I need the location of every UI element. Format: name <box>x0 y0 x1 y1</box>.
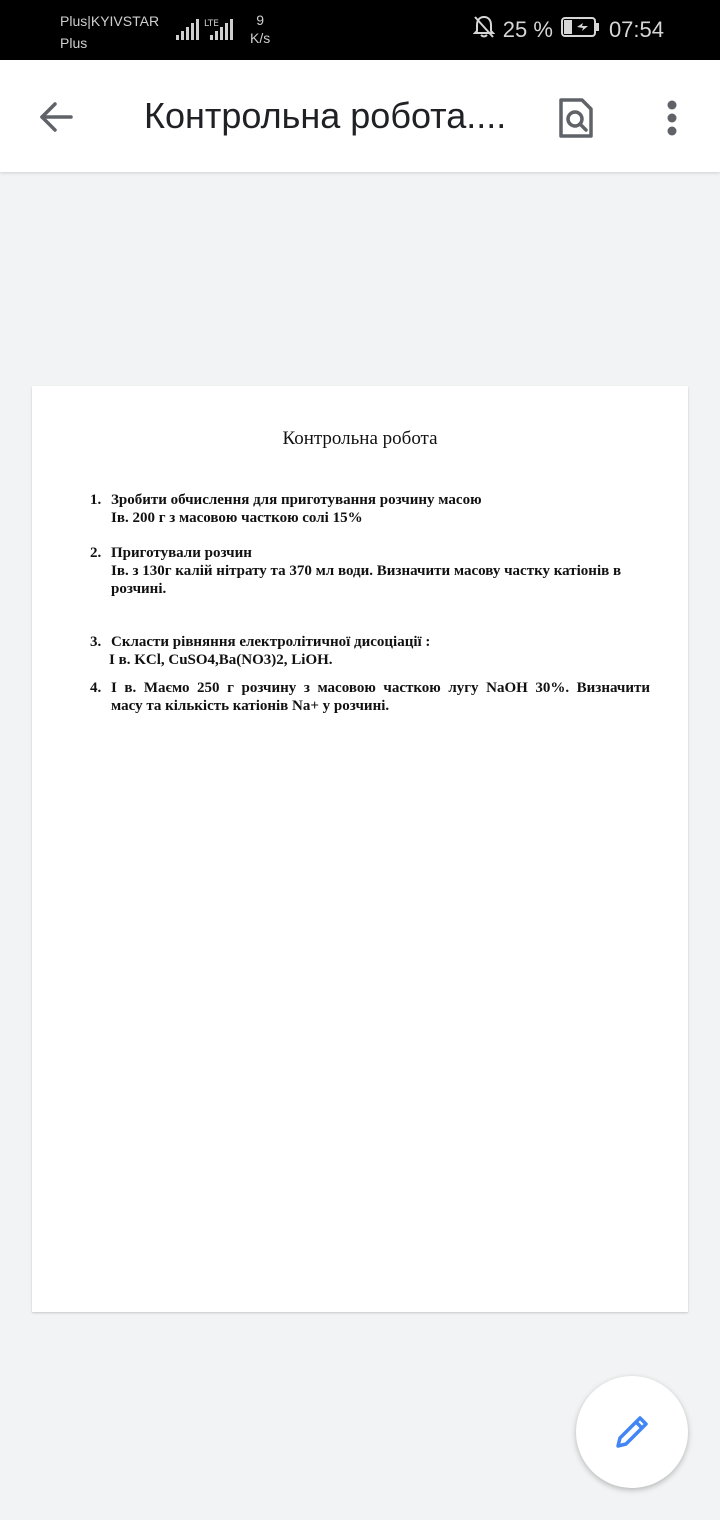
speed-value: 9 <box>256 12 265 28</box>
app-bar <box>0 60 720 172</box>
clock: 07:54 <box>608 17 664 42</box>
task-line: І в. KCl, CuSO4,Ba(NO3)2, LiOH. <box>109 652 333 668</box>
more-options-button[interactable] <box>650 94 694 142</box>
task-line: Зробити обчислення для приготування розчину масою <box>111 492 482 508</box>
edit-button[interactable] <box>576 1376 688 1488</box>
task-line: І в. Маємо 250 г розчину з масовою часткою лугу NaOH 30%. Визначити <box>111 680 650 696</box>
task-number: 4. <box>90 680 102 696</box>
carrier-info <box>60 10 159 54</box>
battery-charging-icon <box>561 16 601 44</box>
task-item <box>90 544 650 598</box>
battery-percent: 25 % <box>502 17 553 42</box>
back-button[interactable] <box>32 94 78 140</box>
status-bar <box>0 0 720 60</box>
task-item <box>90 491 650 527</box>
speed-unit: K/s <box>250 30 271 46</box>
task-number: 2. <box>90 545 102 561</box>
task-line: Ів. 200 г з масовою часткою солі 15% <box>111 510 363 526</box>
task-line: розчині. <box>111 581 167 597</box>
network-speed <box>250 11 270 47</box>
carrier-line2: Plus <box>60 35 88 51</box>
task-item <box>90 633 650 669</box>
notifications-off-icon <box>473 15 495 45</box>
signal-strength-icon <box>176 16 238 47</box>
find-in-document-button[interactable] <box>552 94 600 142</box>
carrier-line1: Plus|KYIVSTAR <box>60 13 160 29</box>
right-status <box>473 15 664 45</box>
page-title: Контрольна робота.... <box>144 95 507 136</box>
task-item <box>90 679 650 715</box>
task-number: 3. <box>90 634 102 650</box>
task-line: Скласти рівняння електролітичної дисоціації : <box>111 634 431 650</box>
task-number: 1. <box>90 492 102 508</box>
arrow-back-icon <box>37 101 73 133</box>
more-vert-icon <box>667 100 677 136</box>
task-line: Ів. з 130г калій нітрату та 370 мл води. Визначити масову частку катіонів в <box>111 563 622 579</box>
network-type-label: LTE <box>204 19 219 29</box>
task-line: Приготували розчин <box>111 545 252 561</box>
document-page[interactable] <box>32 386 688 1312</box>
document-title: Контрольна робота <box>282 428 438 449</box>
find-in-page-icon <box>558 97 594 139</box>
edit-pencil-icon <box>612 1412 652 1452</box>
task-line: масу та кількість катіонів Na+ у розчині. <box>111 698 390 714</box>
